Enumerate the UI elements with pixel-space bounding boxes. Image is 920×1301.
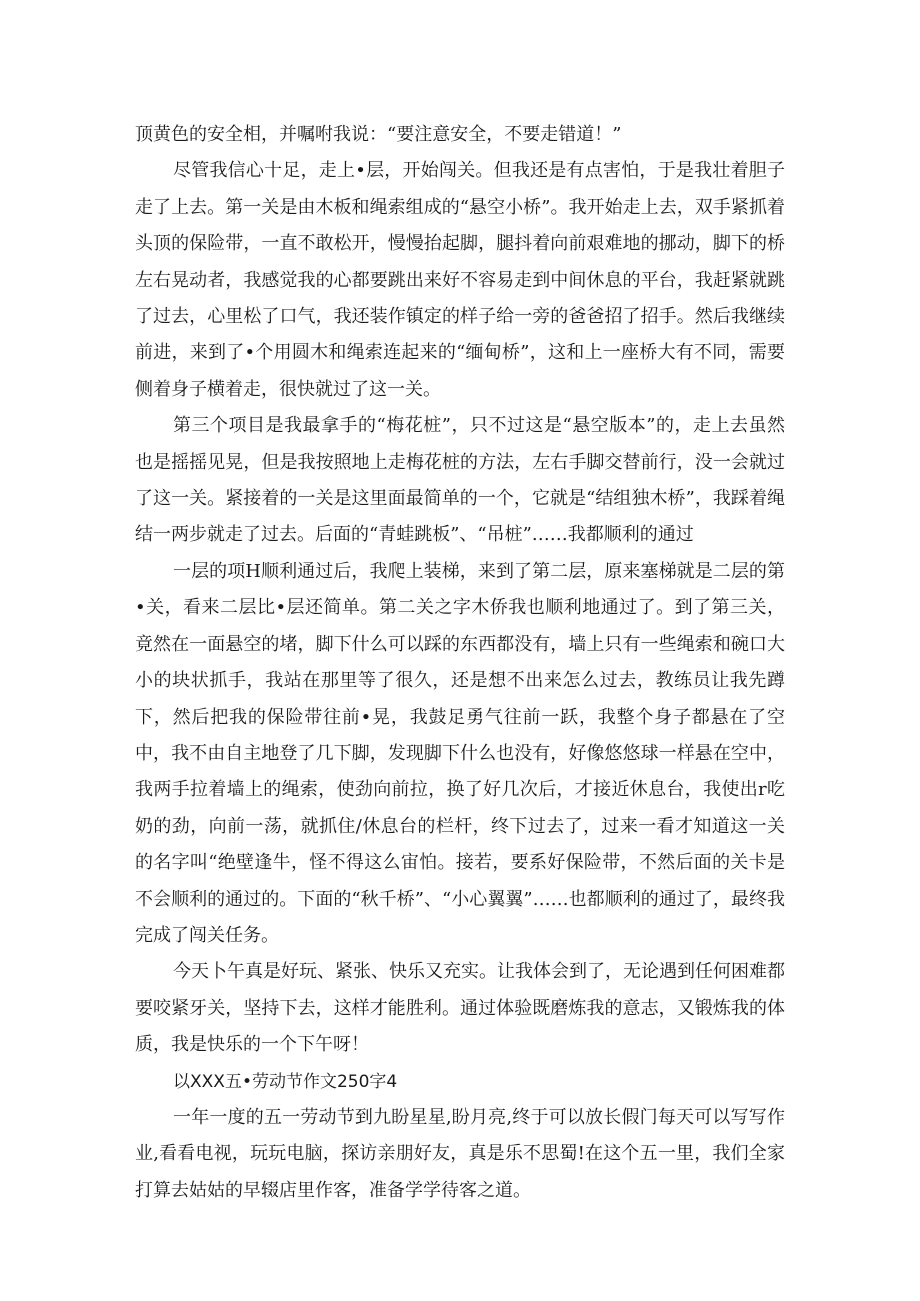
- paragraph-1: 顶黄色的安全相，并嘱咐我说：“要注意安全，不要走错道！”: [135, 124, 622, 145]
- paragraph-2: 尽管我信心十足，走上•层，开始闯关。但我还是有点害怕，于是我壮着胆子走了上去。第一关是由木板和绳索组成的“悬空小桥”。我开始走上去，双手紧抓着头顶的保险带，一直不敢松开，慢慢抬起脚，腿抖着向前艰难地的挪动，脚下的桥左右晃动者，我感觉我的心都要跳出来好不容易走到中间休息的平台，我赶紧就跳了过去，心里松了口气，我还装作镇定的样子给一旁的爸爸招了招手。然后我继续前进，来到了•个用圆木和绳索连起来的“缅甸桥”，这和上一座桥大有不同，需要侧着身子横着走，很快就过了这一关。: [135, 160, 785, 400]
- paragraph-5: 今天卜午真是好玩、紧张、快乐又充实。让我体会到了，无论遇到任何困难都要咬紧牙关，坚持下去，这样才能胜利。通过体验既磨炼我的意志，又锻炼我的体质，我是快乐的一个下午呀！: [135, 961, 785, 1056]
- section-heading: 以XXX五•劳动节作文250字4: [173, 1071, 398, 1092]
- paragraph-4: 一层的项H顺利通过后，我爬上装梯，来到了第二层，原来塞梯就是二层的第•关，看来二层比•层还简单。第二关之字木侨我也顺利地通过了。到了第三关，竟然在一面悬空的堵，脚下什么可以踩的东西都没有，墙上只有一些绳索和碗口大小的块状抓手，我站在那里等了很久，还是想不出来怎么过去，教练员让我先蹲下，然后把我的保险带往前•晃，我鼓足勇气往前一跃，我整个身子都悬在了空中，我不由自主地登了几下脚，发现脚下什么也没有，好像悠悠球一样悬在空中，我两手拉着墙上的绳索，使劲向前拉，换了好几次后，才接近休息台，我使出r吃奶的劲，向前一荡，就抓住/休息台的栏杆，终下过去了，过来一看才知道这一关的名字叫“绝壁逢牛，怪不得这么宙怕。接若，要系好保险带，不然后面的关卡是不会顺利的通过的。下面的“秋千桥”、“小心翼翼”……也都顺利的通过了，最终我完成了闯关任务。: [135, 560, 785, 946]
- closing-paragraph: 一年一度的五一劳动节到九盼星星,盼月亮,终于可以放长假门每天可以写写作业,看看电视，玩玩电脑，探访亲朋好友，真是乐不思蜀!在这个五一里，我们全家打算去姑姑的早辍店里作客，准备学学待客之道。: [135, 1106, 785, 1201]
- paragraph-3: 第三个项目是我最拿手的“梅花桩”，只不过这是“悬空版本”的，走上去虽然也是摇摇见晃，但是我按照地上走梅花桩的方法，左右手脚交替前行，没一会就过了这一关。紧接着的一关是这里面最简单的一个，它就是“结组独木桥”，我踩着绳结一两步就走了过去。后面的“青蛙跳板”、“吊桩”……我都顺利的通过: [135, 415, 785, 546]
